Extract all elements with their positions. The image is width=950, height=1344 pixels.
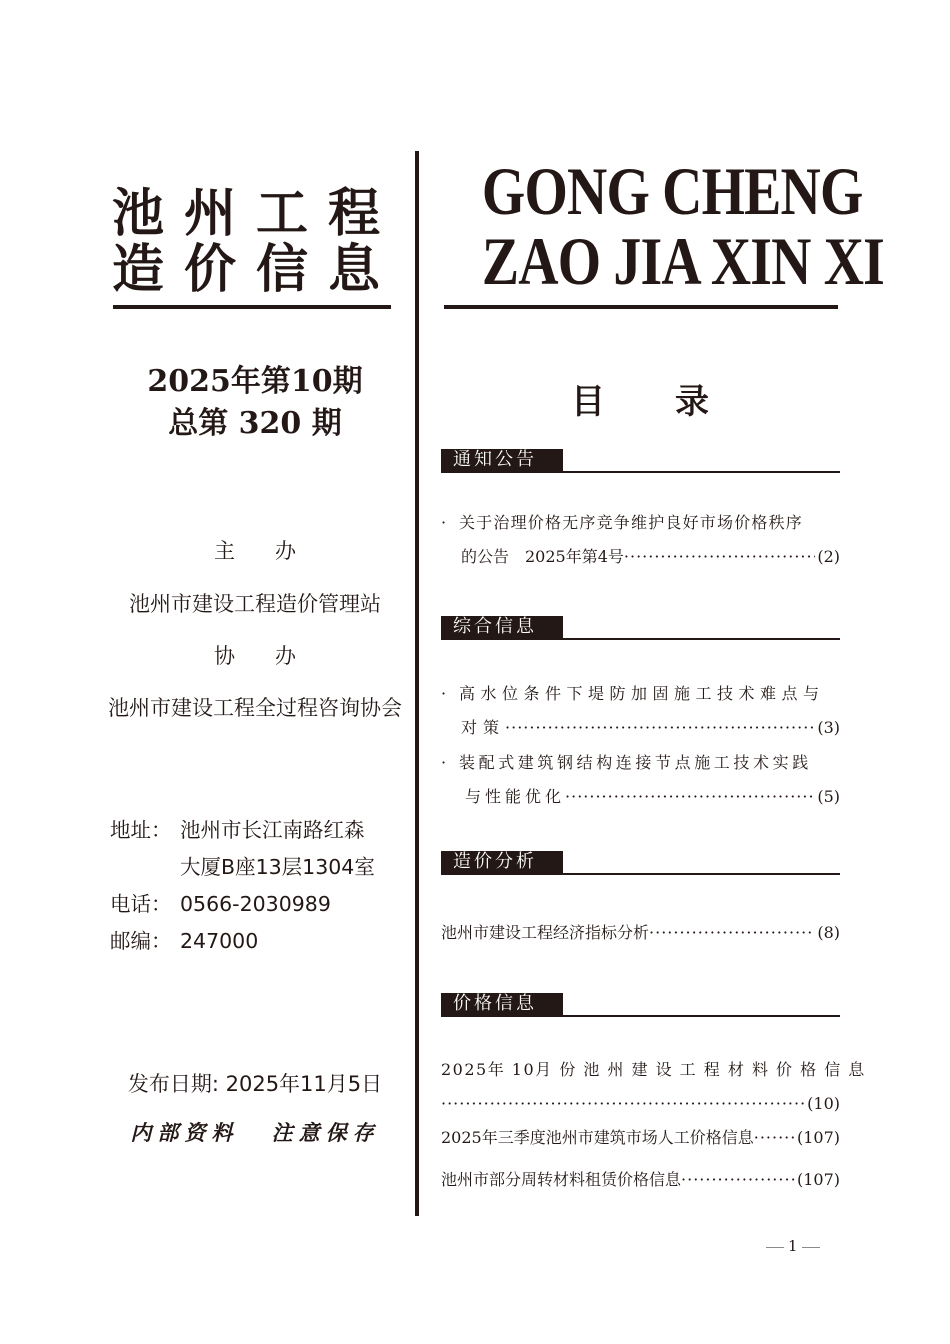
phone-number: 0566-2030989	[180, 892, 331, 916]
page-number-value: 1	[788, 1237, 798, 1255]
bullet-icon: ·	[441, 513, 448, 532]
left-title-rule	[113, 305, 391, 309]
page-ref: (107)	[796, 1128, 840, 1147]
address-row	[110, 812, 375, 849]
right-title-rule	[444, 305, 838, 309]
publish-date: 发布日期: 2025年11月5日	[127, 1072, 383, 1096]
section-header-cost-analysis	[441, 851, 840, 875]
total-issue-number: 总第 320 期	[168, 406, 342, 441]
page-ref: (2)	[817, 547, 840, 566]
toc-entry[interactable]	[441, 677, 840, 745]
leader-dots	[681, 1163, 795, 1197]
entry-title: 2025年 10月 份 池 州 建 设 工 程 材 料 价 格 信 息	[441, 1060, 866, 1079]
entry-title-cont: 与性能优化	[465, 787, 566, 806]
section-header-general	[441, 616, 840, 640]
toc-entry[interactable]	[441, 746, 840, 814]
entry-title: 池州市部分周转材料租赁价格信息	[441, 1170, 682, 1189]
phone-row	[110, 886, 375, 923]
toc-entry[interactable]	[441, 506, 840, 574]
section-title: 综合信息	[441, 616, 563, 638]
section-title: 造价分析	[441, 851, 563, 873]
entry-title: 2025年三季度池州市建筑市场人工价格信息	[441, 1128, 754, 1147]
entry-title: 高水位条件下堤防加固施工技术难点与	[459, 684, 825, 703]
page-ref: (5)	[817, 787, 840, 806]
section-header-price-info	[441, 993, 840, 1017]
section-header-notices	[441, 449, 840, 473]
section-title: 通知公告	[441, 449, 563, 471]
leader-dots	[624, 540, 815, 574]
toc-title: 目录	[571, 382, 779, 422]
issue-number: 2025年第10期	[147, 364, 363, 399]
address-row-2	[110, 849, 375, 886]
bullet-icon: ·	[441, 684, 452, 703]
leader-dots	[754, 1121, 795, 1155]
keep-safe-label: 注意保存	[271, 1120, 380, 1145]
page-ref: (8)	[817, 923, 840, 942]
entry-title: 关于治理价格无序竞争维护良好市场价格秩序	[459, 513, 804, 532]
leader-dots	[505, 711, 815, 745]
address-line1: 池州市长江南路红森	[180, 818, 365, 842]
entry-title: 装配式建筑钢结构连接节点施工技术实践	[459, 753, 812, 772]
entry-title: 池州市建设工程经济指标分析	[441, 923, 650, 942]
pinyin-title-line2: ZAO JIA XIN XI	[481, 223, 885, 299]
phone-label: 电话：	[110, 892, 172, 916]
postcode-label: 邮编：	[110, 929, 172, 953]
toc-entry[interactable]	[441, 1053, 866, 1121]
entry-title-cont: 对策	[461, 718, 506, 737]
sponsor-label: 主办	[214, 539, 336, 563]
entry-title-cont: 的公告 2025年第4号	[461, 547, 624, 566]
sponsor-name: 池州市建设工程造价管理站	[129, 592, 381, 616]
address-line2: 大厦B座13层1304室	[180, 855, 375, 879]
address-label: 地址：	[110, 818, 172, 842]
co-sponsor-label: 协办	[214, 644, 336, 668]
chinese-title-line1: 池州工程	[112, 184, 401, 244]
internal-notice	[110, 1117, 400, 1147]
page-ref: (10)	[807, 1094, 840, 1113]
toc-entry[interactable]	[441, 1121, 840, 1155]
bullet-icon: ·	[441, 753, 450, 772]
dash-left	[766, 1247, 784, 1248]
leader-dots	[649, 916, 815, 950]
leader-dots	[565, 780, 815, 814]
contact-block	[110, 812, 375, 960]
co-sponsor-name: 池州市建设工程全过程咨询协会	[108, 696, 402, 720]
dash-right	[802, 1247, 820, 1248]
page-ref: (107)	[796, 1170, 840, 1189]
leader-dots	[441, 1087, 805, 1121]
chinese-title-line2: 造价信息	[112, 240, 401, 300]
postcode-row	[110, 923, 375, 960]
postcode: 247000	[180, 929, 259, 953]
page-ref: (3)	[817, 718, 840, 737]
pinyin-title-line1: GONG CHENG	[481, 153, 863, 229]
toc-entry[interactable]	[441, 1163, 840, 1197]
toc-entry[interactable]	[441, 916, 840, 950]
internal-material-label: 内部资料	[130, 1120, 239, 1145]
page-number	[762, 1237, 818, 1255]
column-divider	[415, 151, 419, 1216]
section-title: 价格信息	[441, 993, 563, 1015]
